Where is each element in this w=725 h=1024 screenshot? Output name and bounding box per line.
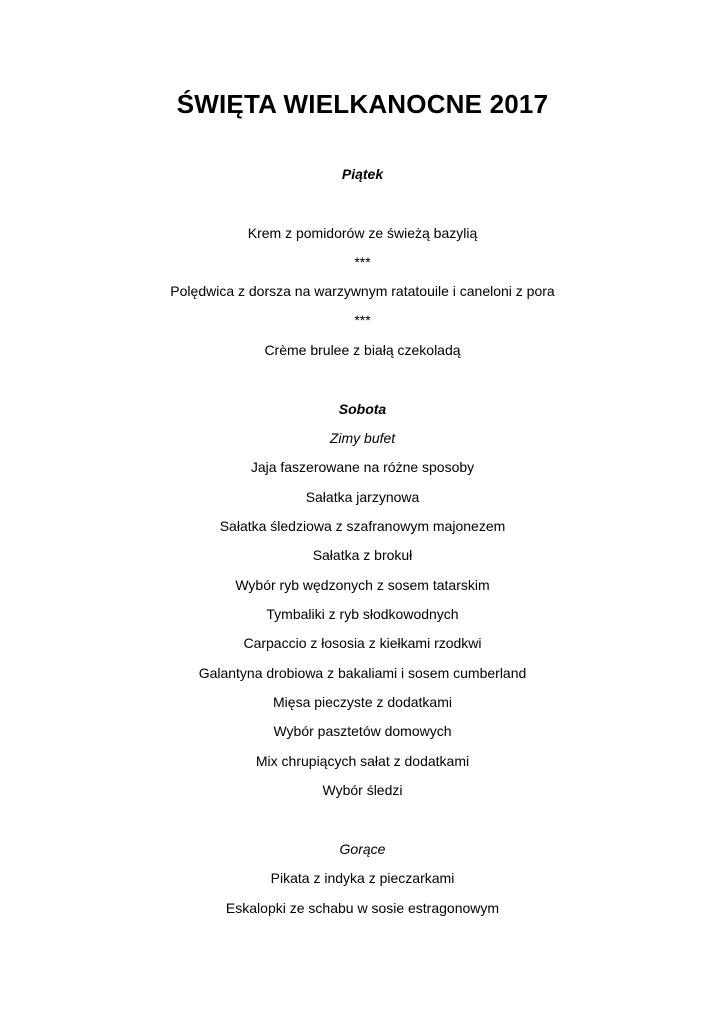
menu-item: Pikata z indyka z pieczarkami <box>270 870 455 886</box>
menu-item: Crème brulee z białą czekoladą <box>264 342 461 358</box>
menu-item: Sałatka śledziowa z szafranowym majonezem <box>219 518 506 534</box>
menu-item: Polędwica z dorsza na warzywnym ratatouile i caneloni z pora <box>170 283 555 299</box>
menu-item: Sałatka z brokuł <box>312 547 413 563</box>
separator: *** <box>354 254 371 270</box>
page-title: ŚWIĘTA WIELKANOCNE 2017 <box>176 89 549 119</box>
menu-item: Carpaccio z łososia z kiełkami rzodkwi <box>243 635 482 651</box>
separator: *** <box>354 312 371 328</box>
menu-item: Mięsa pieczyste z dodatkami <box>273 694 452 710</box>
menu-item: Galantyna drobiowa z bakaliami i sosem cumberland <box>198 665 527 681</box>
hot-heading: Gorące <box>339 841 386 857</box>
menu-item: Wybór śledzi <box>322 782 403 798</box>
menu-item: Wybór pasztetów domowych <box>273 723 452 739</box>
friday-heading: Piątek <box>341 166 384 182</box>
cold-buffet-heading: Zimy bufet <box>329 430 396 446</box>
menu-item: Krem z pomidorów ze świeżą bazylią <box>247 225 478 241</box>
menu-item: Sałatka jarzynowa <box>305 489 420 505</box>
menu-item: Mix chrupiących sałat z dodatkami <box>255 753 470 769</box>
menu-item: Tymbaliki z ryb słodkowodnych <box>266 606 459 622</box>
menu-item: Wybór ryb wędzonych z sosem tatarskim <box>235 577 490 593</box>
menu-item: Eskalopki ze schabu w sosie estragonowym <box>225 900 500 916</box>
saturday-heading: Sobota <box>338 401 387 417</box>
menu-item: Jaja faszerowane na różne sposoby <box>250 459 475 475</box>
